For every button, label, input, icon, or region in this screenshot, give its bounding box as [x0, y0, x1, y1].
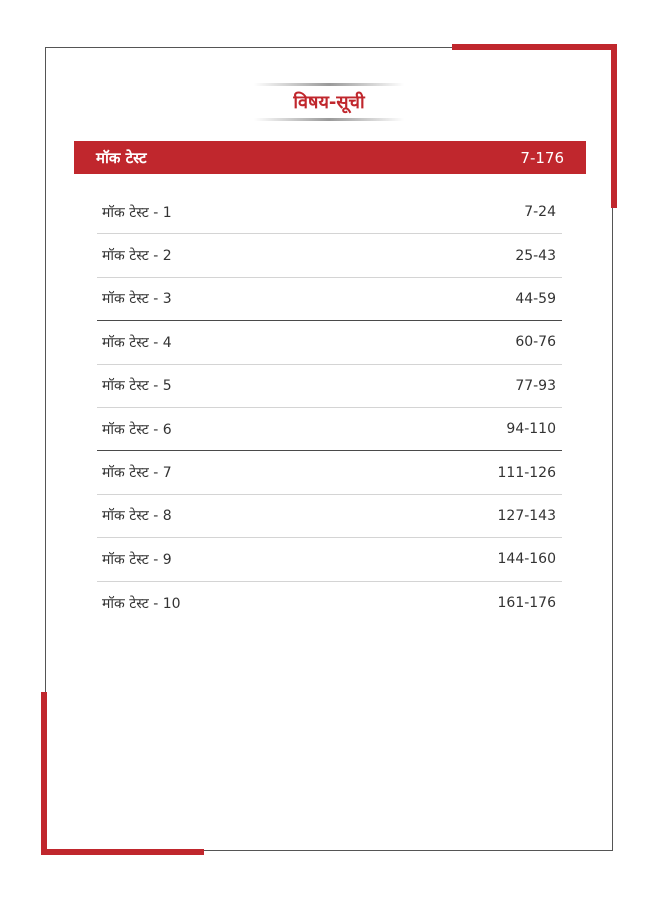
- toc-entry-label: मॉक टेस्ट - 9: [102, 551, 172, 568]
- page-title: विषय-सूची: [293, 92, 365, 113]
- toc-entry-8[interactable]: [97, 495, 562, 538]
- toc-entry-label: मॉक टेस्ट - 1: [102, 204, 172, 221]
- toc-entry-pages: 94-110: [506, 421, 556, 438]
- toc-entry-pages: 111-126: [497, 464, 556, 481]
- toc-entry-pages: 25-43: [515, 247, 556, 264]
- toc-entry-label: मॉक टेस्ट - 2: [102, 248, 172, 265]
- corner-accent-top-right-vertical: [611, 44, 617, 208]
- toc-list: [97, 191, 562, 625]
- toc-entry-pages: 7-24: [524, 204, 556, 221]
- section-page-range: 7-176: [520, 148, 564, 167]
- toc-entry-pages: 144-160: [497, 551, 556, 568]
- toc-entry-label: मॉक टेस्ट - 5: [102, 378, 172, 395]
- section-header[interactable]: [74, 141, 586, 174]
- toc-entry-4[interactable]: [97, 321, 562, 364]
- section-label: मॉक टेस्ट: [96, 148, 147, 167]
- toc-entry-pages: 77-93: [515, 377, 556, 394]
- toc-entry-5[interactable]: [97, 365, 562, 408]
- corner-accent-bottom-left-vertical: [41, 692, 47, 855]
- toc-entry-label: मॉक टेस्ट - 4: [102, 334, 172, 351]
- toc-entry-1[interactable]: [97, 191, 562, 234]
- toc-entry-7[interactable]: [97, 451, 562, 494]
- toc-entry-pages: 127-143: [497, 507, 556, 524]
- toc-entry-label: मॉक टेस्ट - 8: [102, 508, 172, 525]
- toc-entry-6[interactable]: [97, 408, 562, 451]
- toc-entry-9[interactable]: [97, 538, 562, 581]
- page-title-block: [254, 80, 404, 124]
- toc-entry-2[interactable]: [97, 234, 562, 277]
- toc-entry-pages: 161-176: [497, 595, 556, 612]
- corner-accent-bottom-left-horizontal: [41, 849, 204, 855]
- toc-entry-label: मॉक टेस्ट - 10: [102, 595, 181, 612]
- toc-entry-10[interactable]: [97, 582, 562, 625]
- toc-entry-pages: 60-76: [515, 334, 556, 351]
- toc-entry-pages: 44-59: [515, 290, 556, 307]
- corner-accent-top-right-horizontal: [452, 44, 617, 50]
- toc-entry-3[interactable]: [97, 278, 562, 321]
- toc-entry-label: मॉक टेस्ट - 7: [102, 465, 172, 482]
- toc-entry-label: मॉक टेस्ट - 6: [102, 421, 172, 438]
- title-rule-bottom: [254, 118, 404, 121]
- toc-entry-label: मॉक टेस्ट - 3: [102, 291, 172, 308]
- title-rule-top: [254, 83, 404, 86]
